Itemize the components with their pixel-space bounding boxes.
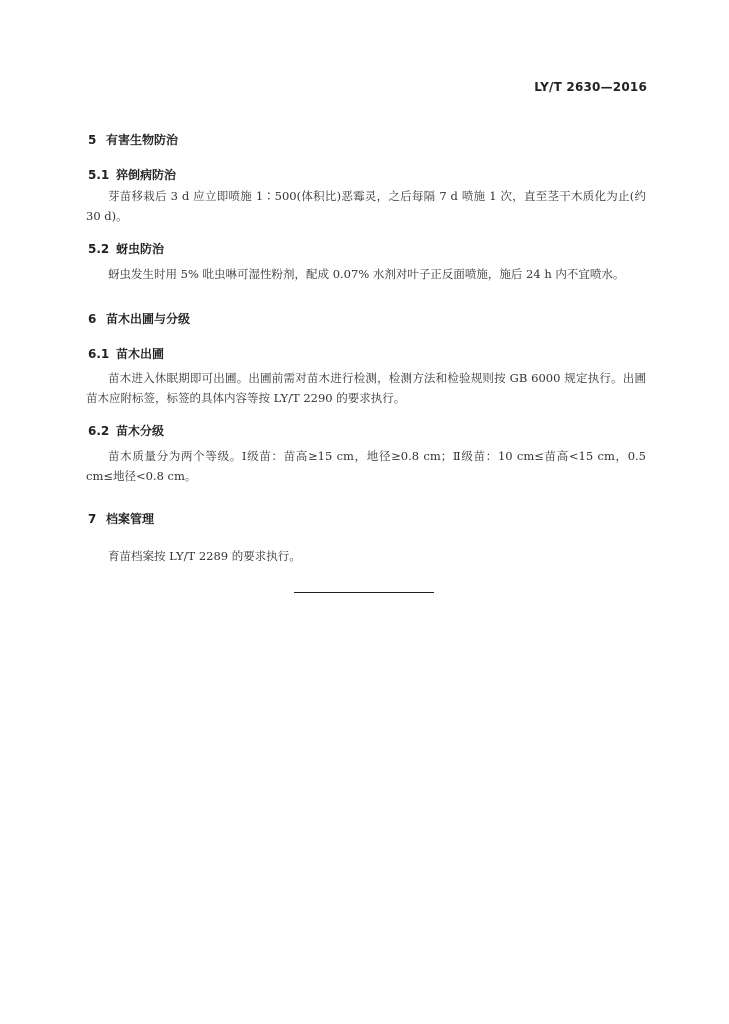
- section-title: 蚜虫防治: [116, 242, 165, 256]
- section-5-2-body: 蚜虫发生时用 5% 吡虫啉可湿性粉剂，配成 0.07% 水剂对叶子正反面喷施，施后 24 h 内不宜喷水。: [108, 267, 625, 281]
- section-5-1-body: 芽苗移栽后 3 d 应立即喷施 1∶500(体积比)恶霉灵，之后每隔 7 d 喷施 1 次，直至茎干木质化为止(约 30 d)。: [86, 189, 646, 223]
- section-title: 档案管理: [106, 512, 155, 526]
- section-title: 苗木出圃: [116, 347, 165, 361]
- section-6-1-heading: [88, 345, 164, 362]
- section-number: 5: [88, 133, 97, 147]
- section-title: 苗木出圃与分级: [106, 312, 191, 326]
- section-6-heading: [88, 310, 190, 327]
- section-5-2-heading: [88, 240, 164, 257]
- section-title: 有害生物防治: [106, 133, 179, 147]
- document-code: LY/T 2630—2016: [534, 80, 647, 94]
- section-5-1-heading: [88, 166, 176, 183]
- section-number: 5.1: [88, 168, 110, 182]
- section-5-heading: [88, 131, 178, 148]
- section-number: 6.2: [88, 424, 110, 438]
- section-6-1-body: 苗木进入休眠期即可出圃。出圃前需对苗木进行检测，检测方法和检验规则按 GB 6000 规定执行。出圃苗木应附标签，标签的具体内容等按 LY/T 2290 的要求执行。: [86, 371, 646, 405]
- section-7-body: 育苗档案按 LY/T 2289 的要求执行。: [108, 549, 301, 563]
- section-6-2-body: 苗木质量分为两个等级。Ⅰ级苗：苗高≥15 cm，地径≥0.8 cm；Ⅱ级苗：10 cm≤苗高<15 cm，0.5 cm≤地径<0.8 cm。: [86, 449, 646, 483]
- section-7-heading: [88, 510, 154, 527]
- section-number: 5.2: [88, 242, 110, 256]
- section-number: 6: [88, 312, 97, 326]
- section-6-2-heading: [88, 422, 164, 439]
- section-number: 7: [88, 512, 97, 526]
- section-title: 苗木分级: [116, 424, 165, 438]
- end-rule: [294, 592, 434, 593]
- section-number: 6.1: [88, 347, 110, 361]
- section-title: 猝倒病防治: [116, 168, 177, 182]
